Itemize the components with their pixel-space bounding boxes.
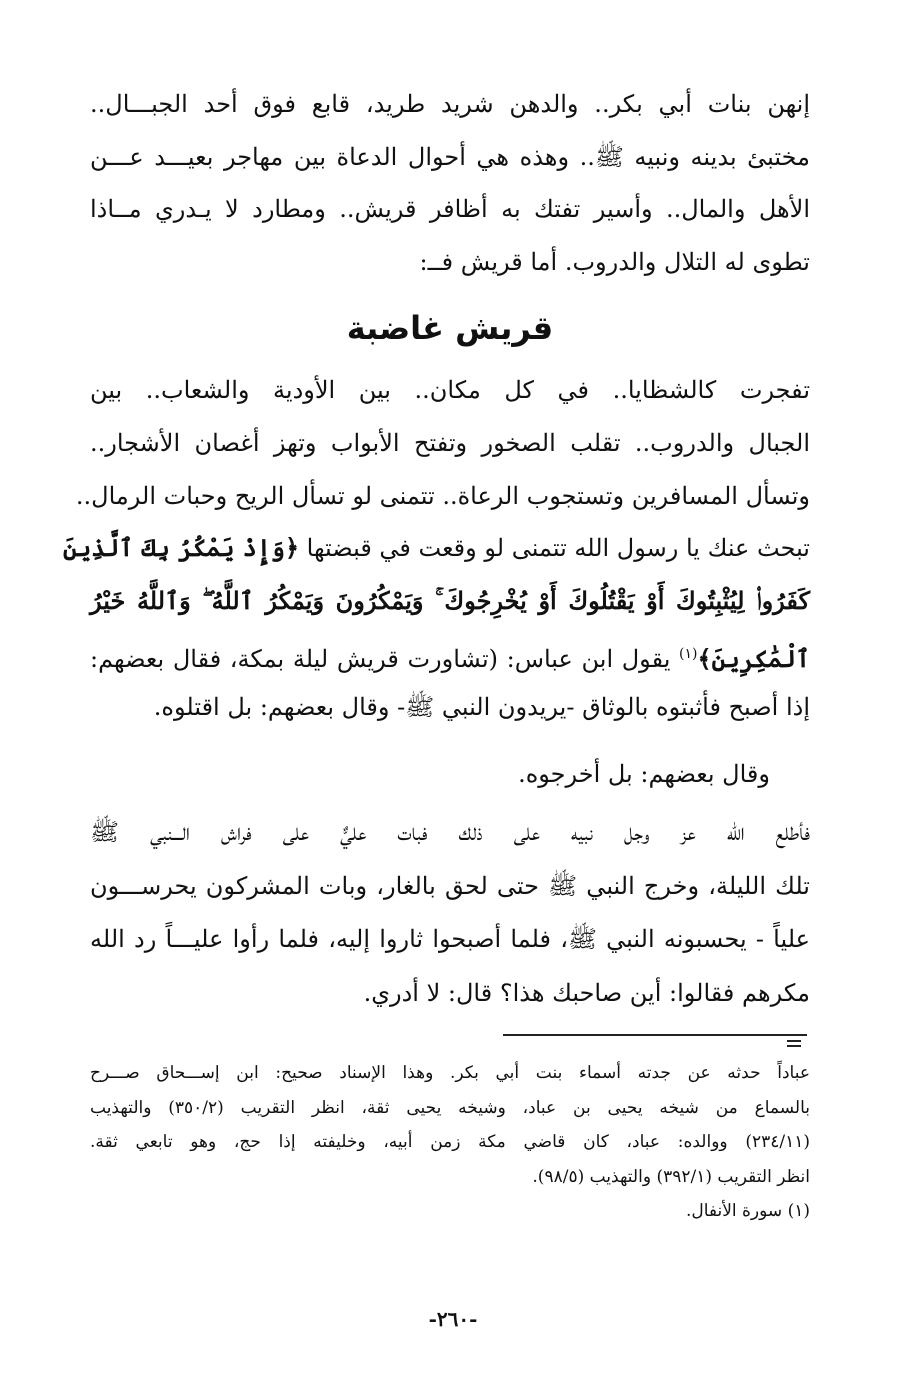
footnote-line: بالسماع من شيخه يحيى بن عباد، وشيخه يحيى ثقة، انظر التقريب (٣٥٠/٢) والتهذيب xyxy=(90,1097,810,1118)
paragraph-line: فأطلع الله عز وجل نبيه على ذلك فبات عليٌّ على فراش الـــنبي ﷺ xyxy=(90,818,810,846)
separator-mark xyxy=(787,1040,801,1048)
footnote-line: انظر التقريب (٣٩٢/١) والتهذيب (٩٨/٥). xyxy=(532,1166,810,1187)
paragraph-line: علياً - يحسبونه النبي ﷺ، فلما أصبحوا ثاروا إليه، فلما رأوا عليـــاً رد الله xyxy=(90,925,810,953)
paragraph-line: إذا أصبح فأثبتوه بالوثاق -يريدون النبي ﷺ- وقال بعضهم: بل اقتلوه. xyxy=(153,692,810,721)
footnote-line: (١) سورة الأنفال. xyxy=(685,1201,810,1221)
footnote-line: عباداً حدثه عن جدته أسماء بنت أبي بكر. وهذا الإسناد صحيح: ابن إســـحاق صـــرح xyxy=(90,1063,810,1083)
paragraph-line: تلك الليلة، وخرج النبي ﷺ حتى لحق بالغار، وبات المشركون يحرســـون xyxy=(90,871,810,900)
paragraph-line: الجبال والدروب.. تقلب الصخور وتفتح الأبواب وتهز أغصان الأشجار.. xyxy=(90,428,810,457)
body-paragraph xyxy=(90,746,810,802)
paragraph-text: يقول ابن عباس: (تشاورت قريش ليلة بمكة، فقال بعضهم: xyxy=(90,644,671,673)
paragraph-text: تبحث عنك يا رسول الله تتمنى لو وقعت في قبضتها xyxy=(306,534,810,563)
quran-verse: ٱلْمَٰكِرِينَ﴾ xyxy=(697,643,810,673)
intro-line: إنهن بنات أبي بكر.. والدهن شريد طريد، قابع فوق أحد الجبـــال.. xyxy=(90,90,810,118)
paragraph-line xyxy=(90,628,810,681)
quran-verse: كَفَرُوا۟ لِيُثْبِتُوكَ أَوْ يَقْتُلُوكَ أَوْ يُخْرِجُوكَ ۚ وَيَمْكُرُونَ وَيَمْكُرُ ٱللَّهُ ۖ وَٱللَّهُ خَيْرُ xyxy=(90,586,810,616)
section-heading: قريش غاضبة xyxy=(346,309,554,347)
paragraph-line: مكرهم فقالوا: أين صاحبك هذا؟ قال: لا أدري. xyxy=(363,978,810,1007)
paragraph-line: وقال بعضهم: بل أخرجوه. xyxy=(518,760,770,788)
footnotes xyxy=(90,1056,810,1229)
intro-line: تطوى له التلال والدروب. أما قريش فــ: xyxy=(419,247,810,276)
paragraph-line xyxy=(90,575,810,628)
page-number: -٢٦٠- xyxy=(428,1307,478,1331)
paragraph-line: وتسأل المسافرين وتستجوب الرعاة.. تتمنى لو تسأل الريح وحبات الرمال.. xyxy=(75,481,810,510)
intro-line: الأهل والمال.. وأسير تفتك به أظافر قريش.. ومطارد لا يـدري مــاذا xyxy=(90,195,810,223)
quran-verse: ﴿وَإِذْ يَمْكُرُ بِكَ ٱلَّذِينَ xyxy=(63,533,300,563)
footnote-separator xyxy=(503,1034,807,1036)
paragraph-line: تفجرت كالشظايا.. في كل مكان.. بين الأودية والشعاب.. بين xyxy=(90,376,810,404)
body-paragraph xyxy=(90,806,810,1020)
paragraph-line xyxy=(63,522,810,575)
body-paragraph xyxy=(63,364,810,734)
intro-paragraph xyxy=(90,78,810,288)
footnote-line: (٢٣٤/١١) ووالده: عباد، كان قاضي مكة زمن أبيه، وخليفته إذا حج، وهو تابعي ثقة. xyxy=(90,1132,810,1152)
intro-line: مختبئ بدينه ونبيه ﷺ.. وهذه هي أحوال الدعاة بين مهاجر بعيـــد عـــن xyxy=(90,142,811,171)
footnote-reference[interactable]: (١) xyxy=(679,645,698,662)
